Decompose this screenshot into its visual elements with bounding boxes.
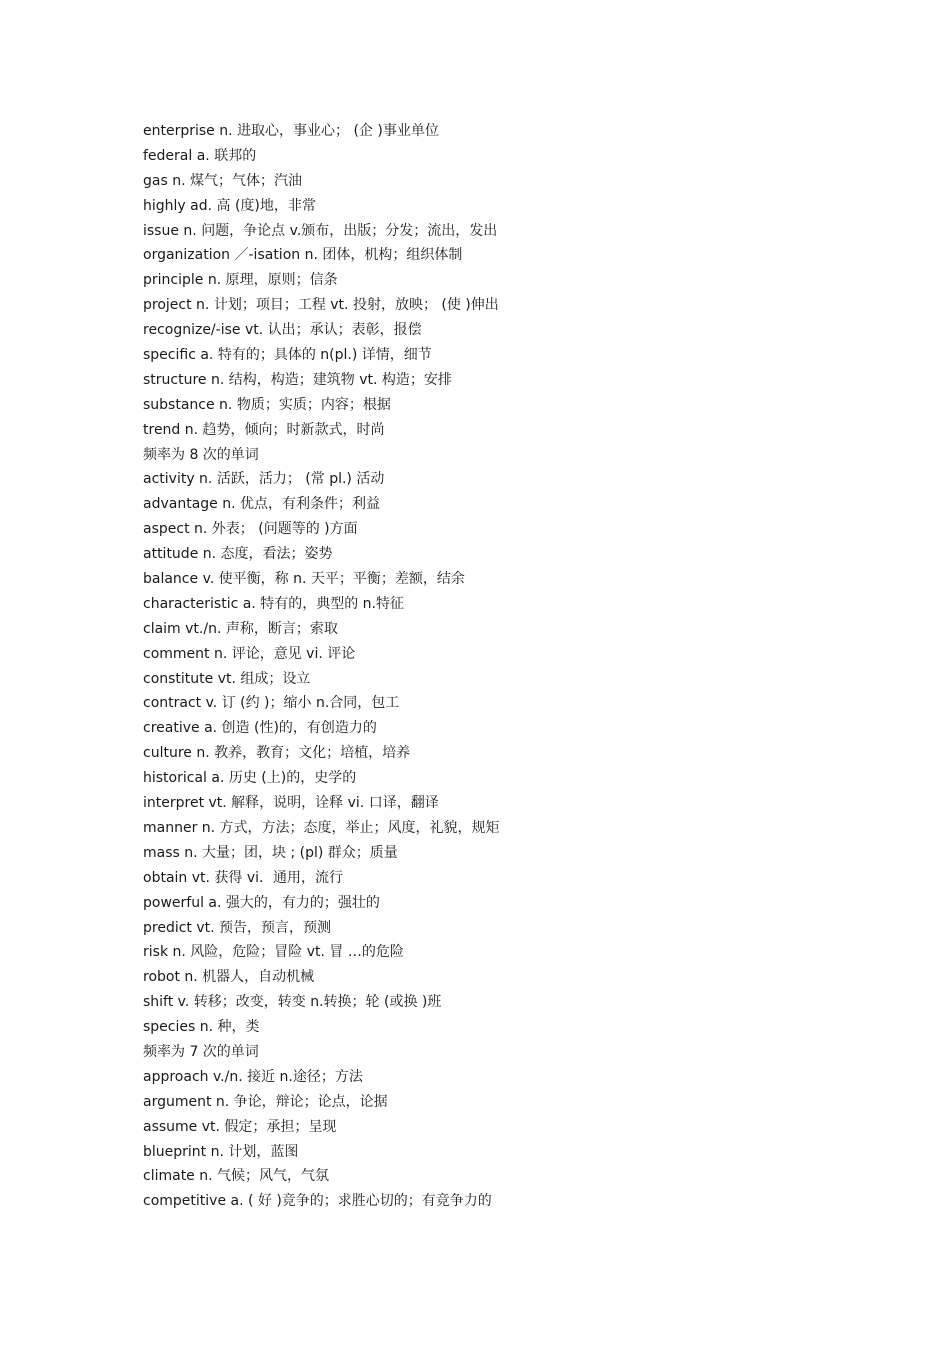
entry-highly: highly ad. 高 (度)地，非常 — [143, 197, 316, 214]
entry-mass: mass n. 大量；团，块 ; (pl) 群众；质量 — [143, 844, 398, 861]
entry-powerful: powerful a. 强大的，有力的；强壮的 — [143, 894, 380, 911]
entry-aspect: aspect n. 外表； (问题等的 )方面 — [143, 521, 358, 538]
entry-climate: climate n. 气候；风气，气氛 — [143, 1168, 330, 1185]
entry-enterprise: enterprise n. 进取心，事业心； (企 )事业单位 — [143, 123, 439, 139]
section-heading-freq-7: 频率为 7 次的单词 — [143, 1043, 259, 1060]
entry-culture: culture n. 教养，教育；文化；培植，培养 — [143, 745, 411, 762]
entry-gas: gas n. 煤气；气体；汽油 — [143, 172, 302, 189]
entry-robot: robot n. 机器人，自动机械 — [143, 969, 315, 986]
entry-structure: structure n. 结构，构造；建筑物 vt. 构造；安排 — [143, 371, 452, 388]
entry-specific: specific a. 特有的；具体的 n(pl.) 详情，细节 — [143, 347, 432, 364]
entry-assume: assume vt. 假定；承担；呈现 — [143, 1118, 337, 1135]
entry-species: species n. 种，类 — [143, 1019, 260, 1036]
section-heading-freq-8: 频率为 8 次的单词 — [143, 446, 259, 463]
entry-contract: contract v. 订 (约 )；缩小 n.合同，包工 — [143, 695, 400, 712]
entry-principle: principle n. 原理，原则；信条 — [143, 272, 338, 289]
entry-shift: shift v. 转移；改变，转变 n.转换；轮 (或换 )班 — [143, 994, 442, 1011]
entry-blueprint: blueprint n. 计划，蓝图 — [143, 1143, 299, 1160]
entry-claim: claim vt./n. 声称，断言；索取 — [143, 620, 338, 637]
entry-recognize: recognize/-ise vt. 认出；承认；表彰，报偿 — [143, 322, 422, 339]
entry-creative: creative a. 创造 (性)的，有创造力的 — [143, 720, 377, 737]
entry-substance: substance n. 物质；实质；内容；根据 — [143, 396, 391, 413]
entry-constitute: constitute vt. 组成；设立 — [143, 670, 311, 687]
entry-comment: comment n. 评论，意见 vi. 评论 — [143, 645, 356, 662]
entry-argument: argument n. 争论，辩论；论点，论据 — [143, 1093, 388, 1110]
entry-federal: federal a. 联邦的 — [143, 147, 257, 164]
entry-activity: activity n. 活跃，活力； (常 pl.) 活动 — [143, 471, 385, 488]
entry-organization: organization ／-isation n. 团体，机构；组织体制 — [143, 247, 463, 264]
entry-approach: approach v./n. 接近 n.途径；方法 — [143, 1068, 363, 1085]
entry-trend: trend n. 趋势，倾向；时新款式，时尚 — [143, 421, 385, 438]
entry-historical: historical a. 历史 (上)的，史学的 — [143, 770, 357, 787]
entry-risk: risk n. 风险，危险；冒险 vt. 冒 …的危险 — [143, 944, 404, 961]
entry-issue: issue n. 问题，争论点 v.颁布，出版；分发；流出，发出 — [143, 222, 498, 239]
entry-attitude: attitude n. 态度，看法；姿势 — [143, 546, 333, 563]
entry-predict: predict vt. 预告，预言，预测 — [143, 919, 332, 936]
entry-balance: balance v. 使平衡，称 n. 天平；平衡；差额，结余 — [143, 571, 465, 588]
vocabulary-list — [143, 119, 903, 1214]
entry-characteristic: characteristic a. 特有的，典型的 n.特征 — [143, 595, 405, 612]
entry-advantage: advantage n. 优点，有利条件；利益 — [143, 496, 380, 513]
entry-competitive: competitive a. ( 好 )竞争的；求胜心切的；有竞争力的 — [143, 1193, 492, 1210]
entry-manner: manner n. 方式，方法；态度，举止；风度，礼貌，规矩 — [143, 819, 500, 836]
entry-interpret: interpret vt. 解释，说明，诠释 vi. 口译，翻译 — [143, 795, 439, 812]
entry-obtain: obtain vt. 获得 vi．通用，流行 — [143, 869, 344, 886]
entry-project: project n. 计划；项目；工程 vt. 投射，放映； (使 )伸出 — [143, 297, 499, 314]
